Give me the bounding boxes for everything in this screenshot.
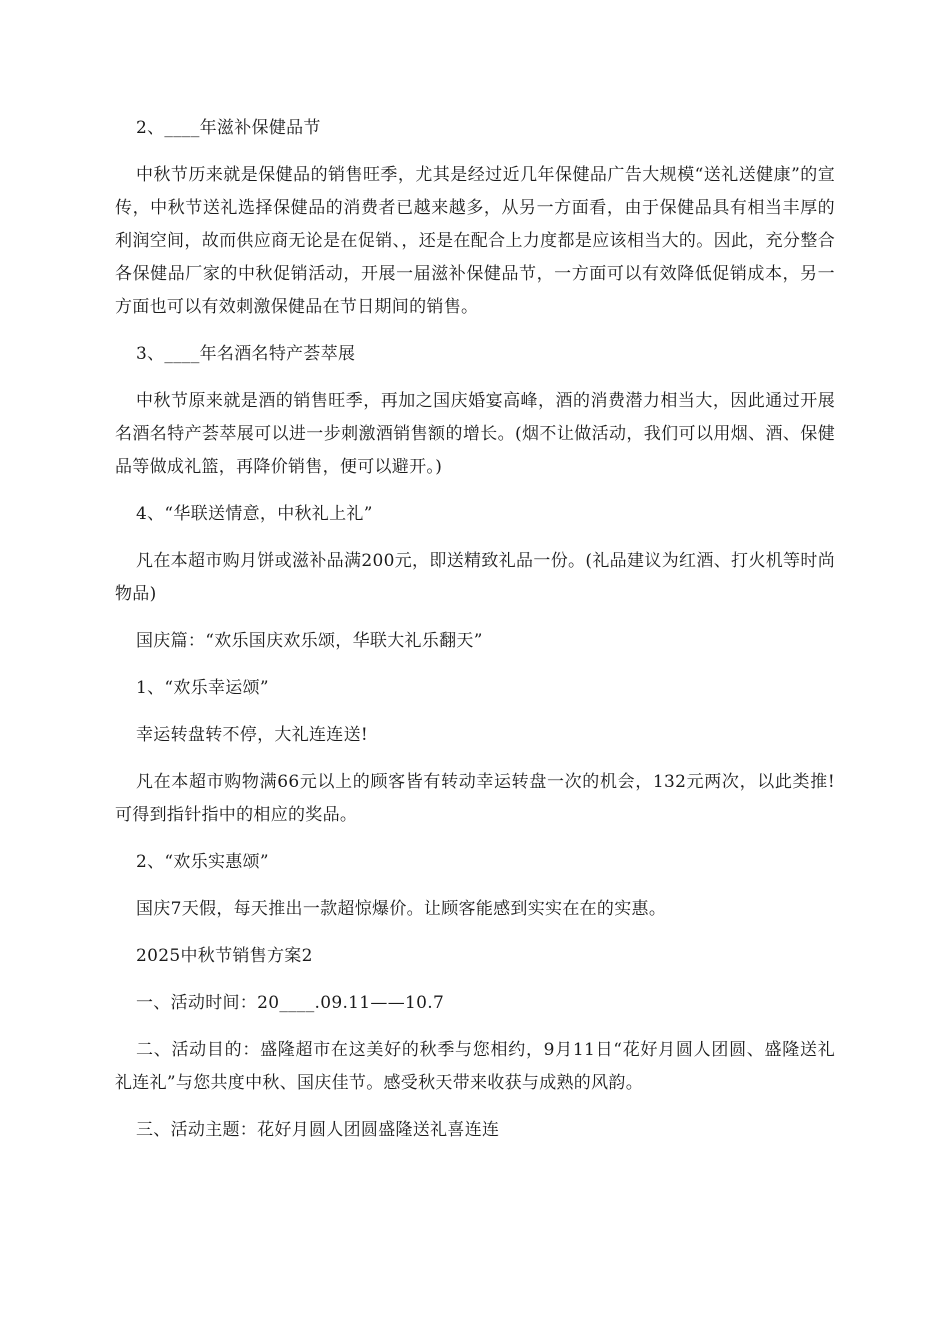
paragraph-health-festival: 中秋节历来就是保健品的销售旺季，尤其是经过近几年保健品广告大规模“送礼送健康”的宣传，中秋节送礼选择保健品的消费者已越来越多，从另一方面看，由于保健品具有相当丰厚的利润空间，故而供应商无论是在促销、，还是在配合上力度都是应该相当大的。因此，充分整合各保健品厂家的中秋促销活动，开展一届滋补保健品节，一方面可以有效降低促销成本，另一方面也可以有效刺激保健品在节日期间的销售。 (115, 165, 835, 317)
section-heading-wine-expo: 3、____年名酒名特产荟萃展 (136, 344, 356, 364)
paragraph-wine-expo: 中秋节原来就是酒的销售旺季，再加之国庆婚宴高峰，酒的消费潜力相当大，因此通过开展名酒名特产荟萃展可以进一步刺激酒销售额的增长。(烟不让做活动，我们可以用烟、酒、保健品等做成礼篮，再降价销售，便可以避开。) (115, 391, 835, 477)
activity-time: 一、活动时间：20____.09.11——10.7 (136, 993, 445, 1013)
paragraph-discount: 国庆7天假，每天推出一款超惊爆价。让顾客能感到实实在在的实惠。 (136, 899, 667, 919)
section-heading-gift: 4、“华联送情意，中秋礼上礼” (136, 504, 373, 524)
paragraph-lucky-slogan: 幸运转盘转不停，大礼连连送! (136, 725, 369, 745)
section-heading-health-festival: 2、____年滋补保健品节 (136, 118, 321, 138)
paragraph-gift: 凡在本超市购月饼或滋补品满200元，即送精致礼品一份。(礼品建议为红酒、打火机等时尚物品) (115, 551, 835, 604)
document-body (115, 112, 835, 1161)
activity-purpose: 二、活动目的：盛隆超市在这美好的秋季与您相约，9月11日“花好月圆人团圆、盛隆送礼礼连礼”与您共度中秋、国庆佳节。感受秋天带来收获与成熟的风韵。 (115, 1040, 835, 1093)
section-heading-lucky: 1、“欢乐幸运颂” (136, 678, 269, 698)
activity-theme: 三、活动主题：花好月圆人团圆盛隆送礼喜连连 (136, 1120, 500, 1140)
paragraph-lucky-rules: 凡在本超市购物满66元以上的顾客皆有转动幸运转盘一次的机会，132元两次，以此类推!可得到指针指中的相应的奖品。 (115, 772, 835, 825)
plan-title: 2025中秋节销售方案2 (136, 946, 313, 966)
section-heading-national-day: 国庆篇：“欢乐国庆欢乐颂，华联大礼乐翻天” (136, 631, 483, 651)
section-heading-discount: 2、“欢乐实惠颂” (136, 852, 269, 872)
